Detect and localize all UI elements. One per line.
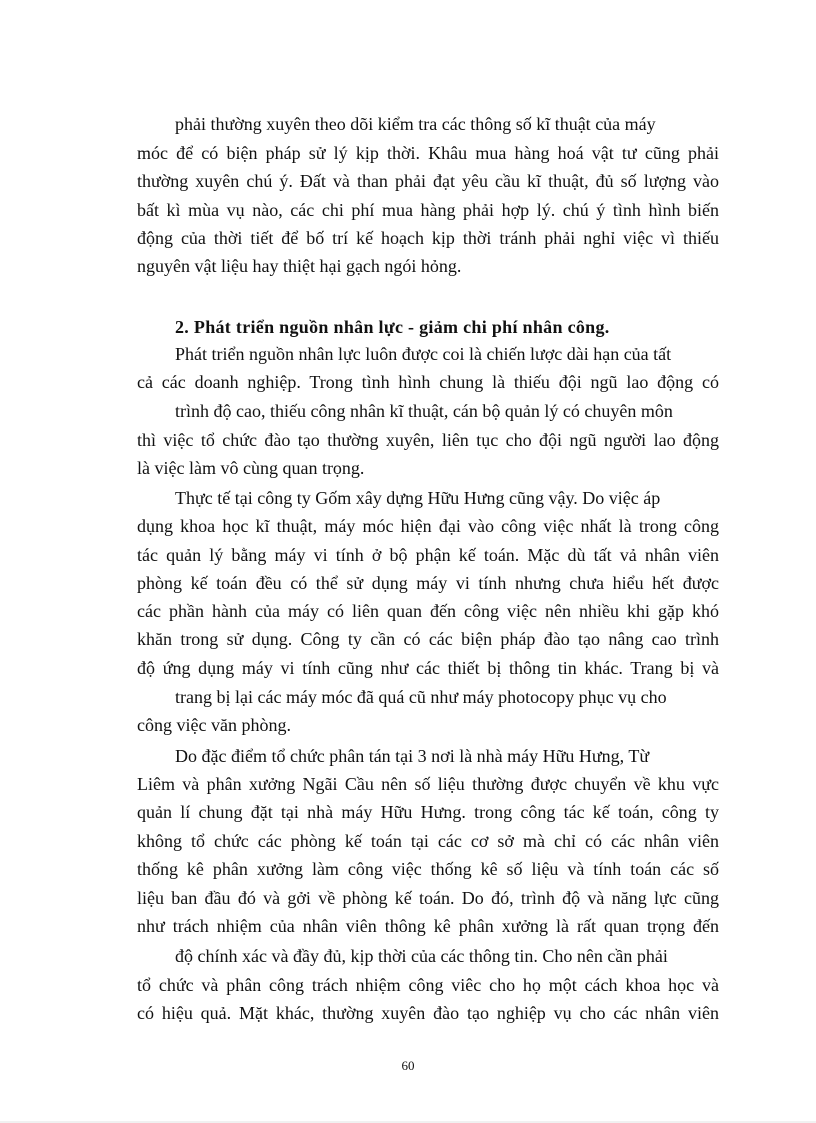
text-line: nguyên vật liệu hay thiệt hại gạch ngói hỏng. — [137, 256, 462, 276]
text-line: Do đặc điểm tổ chức phân tán tại 3 nơi là nhà máy Hữu Hưng, Từ — [175, 746, 650, 766]
text-line: có hiệu quả. Mặt khác, thường xuyên đào tạo nghiệp vụ cho các nhân viên — [137, 1003, 719, 1023]
text-line: công việc văn phòng. — [137, 715, 291, 735]
text-line: như trách nhiệm của nhân viên thông kê phân xưởng là rất quan trọng đến — [137, 916, 719, 936]
text-line: độ ứng dụng máy vi tính cũng như các thiết bị thông tin khác. Trang bị và — [137, 658, 719, 678]
text-line: phòng kế toán đều có thể sử dụng máy vi tính nhưng chưa hiểu hết được — [137, 573, 719, 593]
page-number: 60 — [401, 1058, 415, 1073]
text-line: không tổ chức các phòng kế toán tại các cơ sở mà chỉ có các nhân viên — [137, 831, 719, 851]
text-line: dụng khoa học kĩ thuật, máy móc hiện đại vào công việc nhất là trong công — [137, 516, 719, 536]
text-line: quản lí chung đặt tại nhà máy Hữu Hưng. trong công tác kế toán, công ty — [137, 802, 719, 822]
text-line: tác quản lý bằng máy vi tính ở bộ phận kế toán. Mặc dù tất vả nhân viên — [137, 545, 719, 565]
text-line: Thực tế tại công ty Gốm xây dựng Hữu Hưng cũng vậy. Do việc áp — [175, 488, 661, 508]
text-line: móc để có biện pháp sử lý kịp thời. Khâu mua hàng hoá vật tư cũng phải — [137, 143, 719, 163]
text-line: Phát triển nguồn nhân lực luôn được coi là chiến lược dài hạn của tất — [175, 344, 672, 364]
text-line: độ chính xác và đầy đủ, kịp thời của các thông tin. Cho nên cần phải — [175, 946, 668, 966]
text-line: thường xuyên chú ý. Đất và than phải đạt yêu cầu kĩ thuật, đủ số lượng vào — [137, 171, 719, 191]
text-line: là việc làm vô cùng quan trọng. — [137, 458, 365, 478]
text-line: trang bị lại các máy móc đã quá cũ như máy photocopy phục vụ cho — [175, 687, 667, 707]
text-line: thống kê phân xưởng làm công việc thống kê số liệu và tính toán các số — [137, 859, 719, 879]
text-line: khăn trong sử dụng. Công ty cần có các biện pháp đào tạo nâng cao trình — [137, 629, 719, 649]
text-line: thì việc tổ chức đào tạo thường xuyên, liên tục cho đội ngũ người lao động — [137, 430, 719, 450]
text-line: cả các doanh nghiệp. Trong tình hình chung là thiếu đội ngũ lao động có — [137, 372, 719, 392]
text-line: phải thường xuyên theo dõi kiểm tra các thông số kĩ thuật của máy — [175, 114, 656, 134]
text-line: các phần hành của máy có liên quan đến công việc nên nhiều khi gặp khó — [137, 601, 719, 621]
text-line: bất kì mùa vụ nào, các chi phí mua hàng phải hợp lý. chú ý tình hình biến — [137, 200, 719, 220]
section-heading: 2. Phát triển nguồn nhân lực - giảm chi phí nhân công. — [175, 317, 610, 337]
text-line: động của thời tiết để bố trí kế hoạch kịp thời tránh phải nghỉ việc vì thiếu — [137, 228, 719, 248]
text-line: liệu ban đầu đó và gởi về phòng kế toán. Do đó, trình độ và năng lực cũng — [137, 888, 719, 908]
text-line: trình độ cao, thiếu công nhân kĩ thuật, cán bộ quản lý có chuyên môn — [175, 401, 673, 421]
text-line: tổ chức và phân công trách nhiệm công viêc cho họ một cách khoa học và — [137, 975, 719, 995]
text-line: Liêm và phân xưởng Ngãi Cầu nên số liệu thường được chuyển về khu vực — [137, 774, 719, 794]
